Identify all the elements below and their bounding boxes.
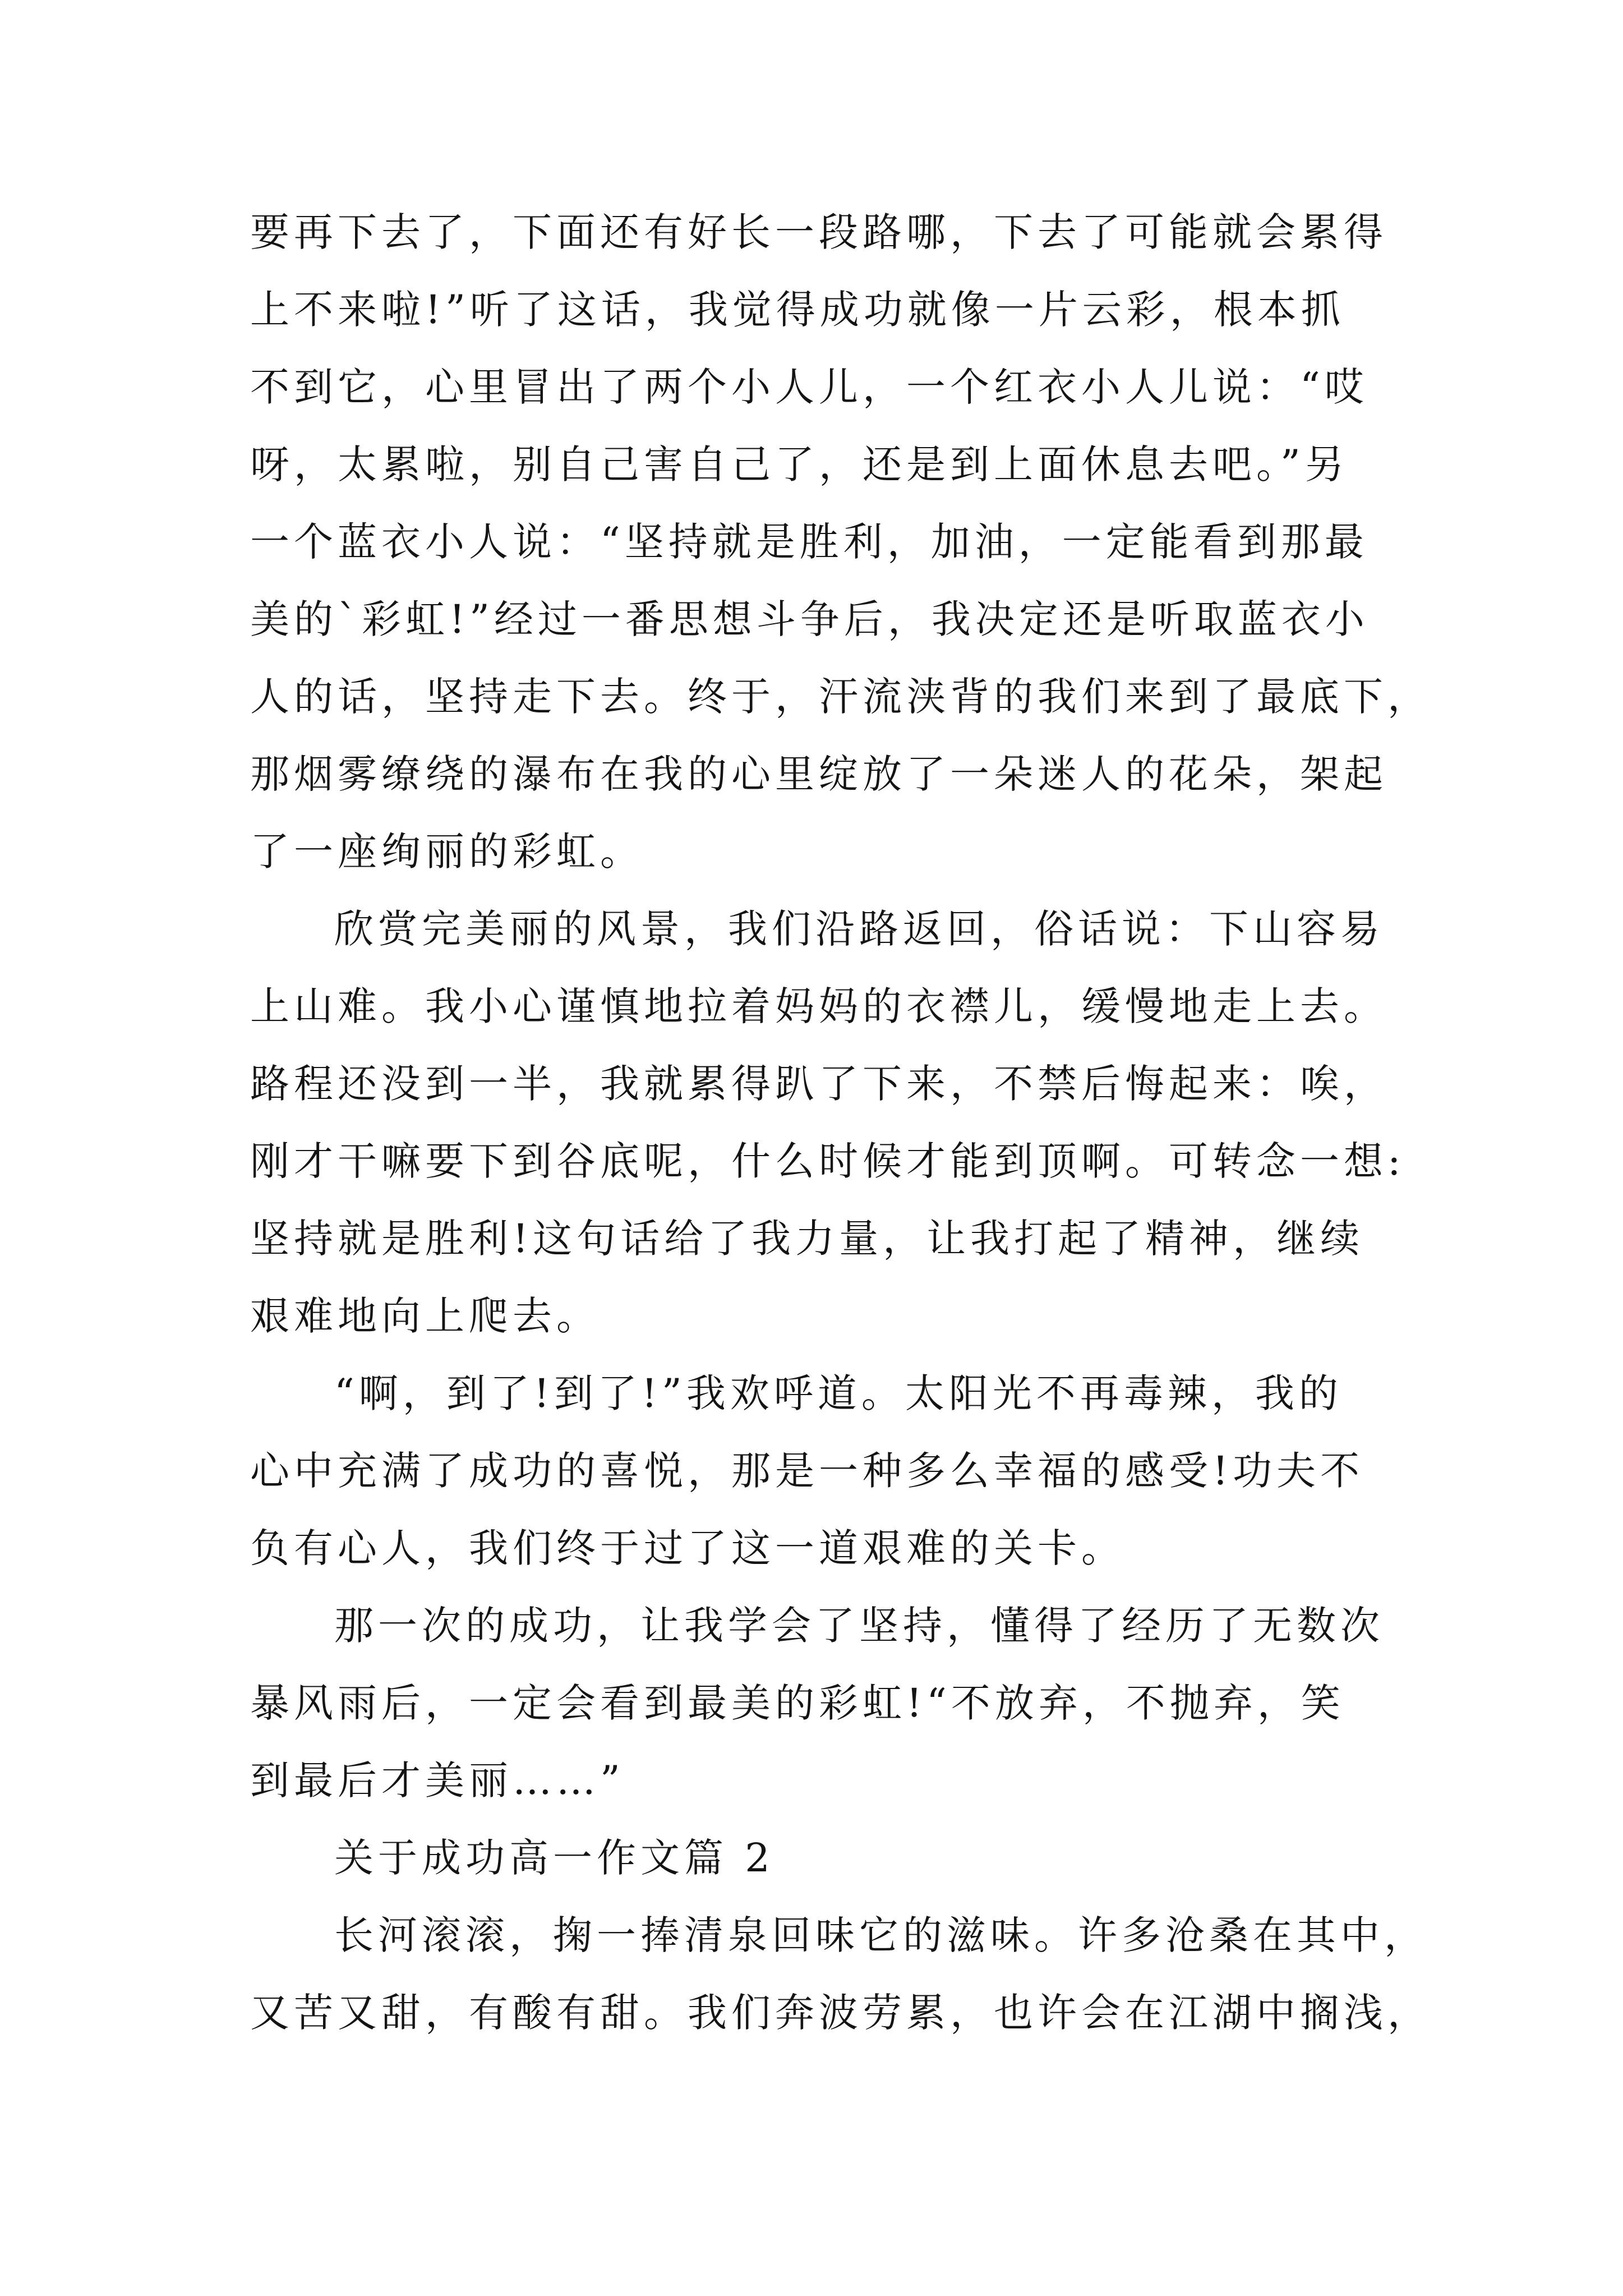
section-heading: 关于成功高一作文篇 2 <box>334 1835 774 1881</box>
text-line: 刚才干嘛要下到谷底呢，什么时候才能到顶啊。可转念一想: <box>250 1138 1405 1184</box>
text-line: 要再下去了，下面还有好长一段路哪，下去了可能就会累得 <box>250 209 1387 255</box>
text-line: 那烟雾缭绕的瀑布在我的心里绽放了一朵迷人的花朵，架起 <box>250 751 1387 797</box>
text-line: 路程还没到一半，我就累得趴了下来，不禁后悔起来：唉， <box>250 1061 1387 1107</box>
text-line: 不到它，心里冒出了两个小人儿，一个红衣小人儿说：“哎 <box>250 364 1368 410</box>
text-line: 负有心人，我们终于过了这一道艰难的关卡。 <box>250 1525 1125 1571</box>
text-line: 到最后才美丽……” <box>250 1757 625 1803</box>
text-line: 呀，太累啦，别自己害自己了，还是到上面休息去吧。”另 <box>250 441 1349 487</box>
text-line: 艰难地向上爬去。 <box>250 1293 600 1339</box>
paragraph-start-line: 那一次的成功，让我学会了坚持，懂得了经历了无数次 <box>334 1603 1384 1649</box>
text-line: 了一座绚丽的彩虹。 <box>250 829 644 875</box>
text-line: 心中充满了成功的喜悦，那是一种多么幸福的感受!功夫不 <box>250 1448 1364 1494</box>
paragraph-start-line: 欣赏完美丽的风景，我们沿路返回，俗话说：下山容易 <box>334 906 1384 952</box>
text-line: 上不来啦!”听了这话，我觉得成功就像一片云彩，根本抓 <box>250 287 1345 333</box>
text-line: 坚持就是胜利!这句话给了我力量，让我打起了精神，继续 <box>250 1216 1364 1262</box>
text-line: 美的`彩虹!”经过一番思想斗争后，我决定还是听取蓝衣小 <box>250 596 1369 642</box>
text-line: 一个蓝衣小人说：“坚持就是胜利，加油，一定能看到那最 <box>250 519 1368 565</box>
text-line: 上山难。我小心谨慎地拉着妈妈的衣襟儿，缓慢地走上去。 <box>250 983 1387 1029</box>
text-line: 又苦又甜，有酸有甜。我们奔波劳累，也许会在江湖中搁浅， <box>250 1990 1431 2036</box>
paragraph-start-line: 长河滚滚，掬一捧清泉回味它的滋味。许多沧桑在其中， <box>334 1912 1428 1958</box>
essay-body <box>250 194 1431 2051</box>
text-line: 暴风雨后，一定会看到最美的彩虹!“不放弃，不抛弃，笑 <box>250 1680 1345 1726</box>
text-line: 人的话，坚持走下去。终于，汗流浃背的我们来到了最底下， <box>250 674 1431 720</box>
paragraph-start-line: “啊，到了!到了!”我欢呼道。太阳光不再毒辣，我的 <box>334 1370 1343 1416</box>
